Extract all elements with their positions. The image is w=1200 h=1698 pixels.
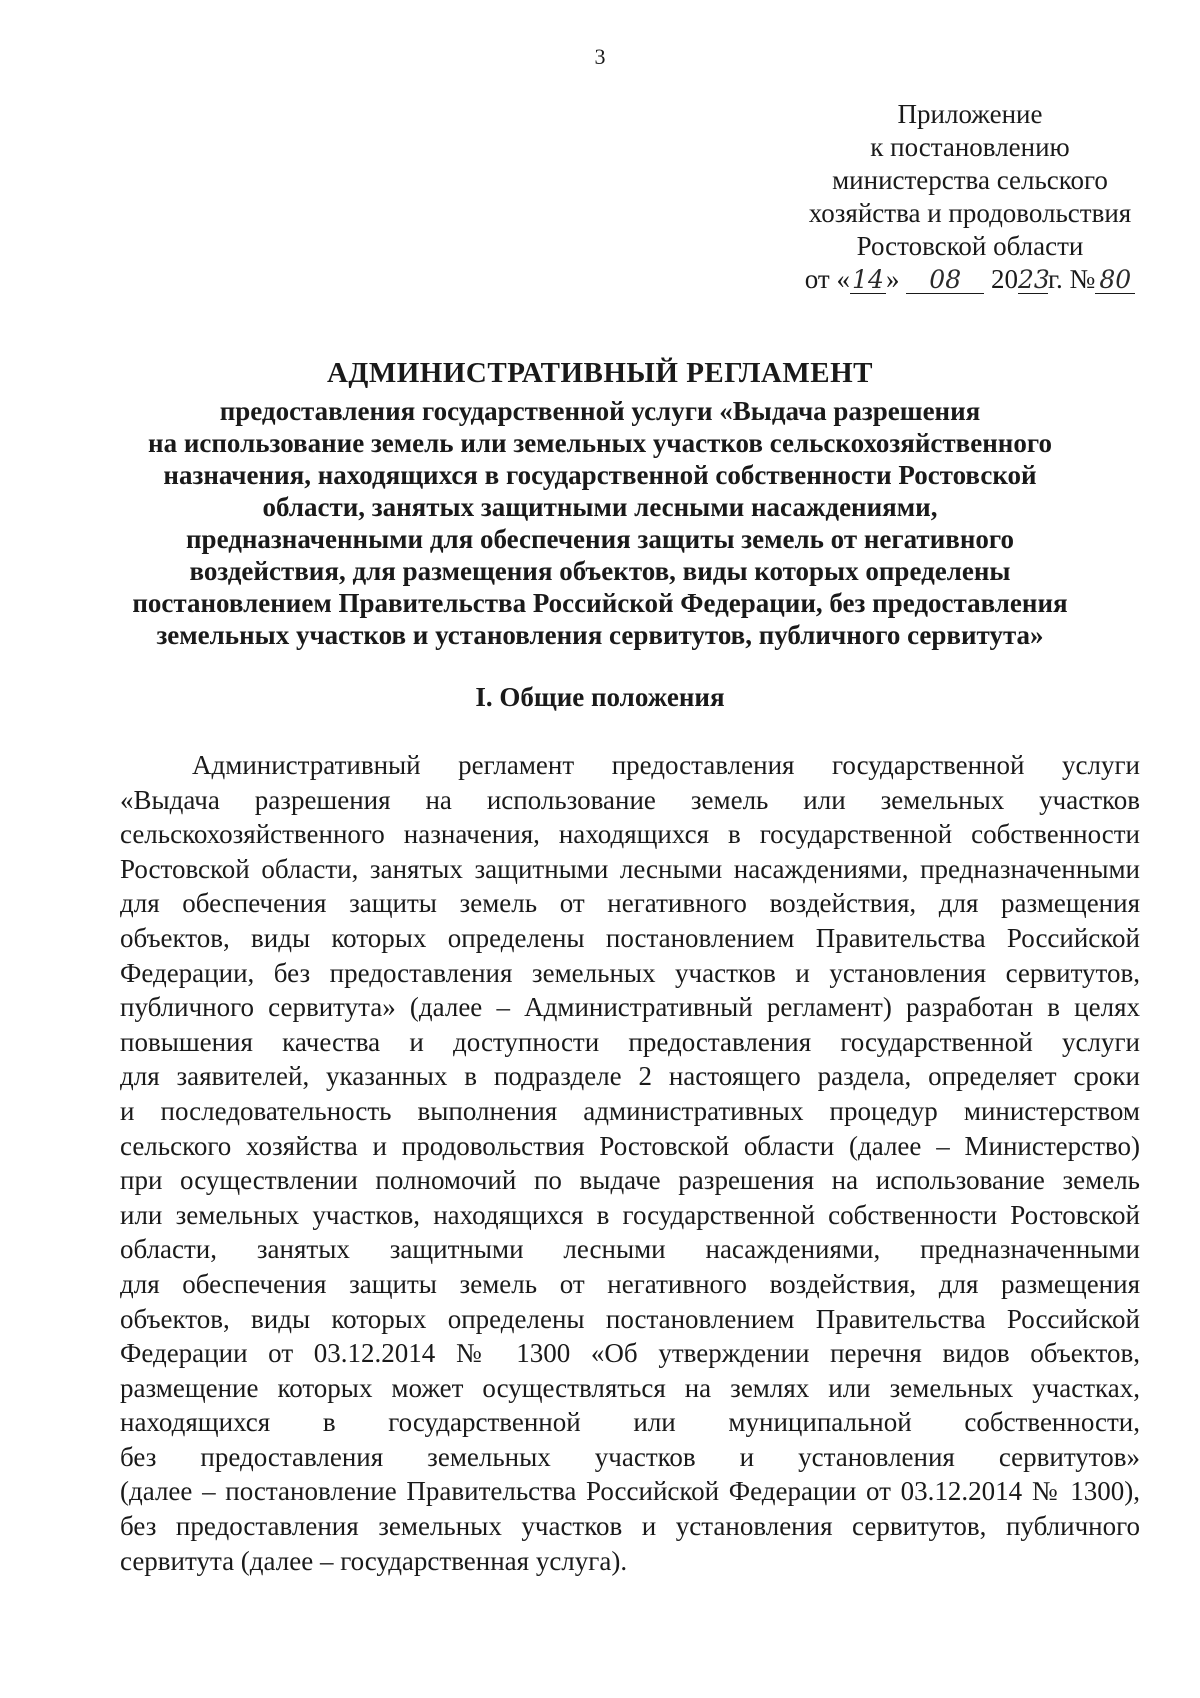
title-line: воздействия, для размещения объектов, виды которых определены: [189, 556, 1011, 586]
paragraph-line: без предоставления земельных участков и установления сервитутов»: [120, 1441, 1140, 1472]
doc-number-handwritten: 80: [1095, 267, 1135, 294]
paragraph-line: при осуществлении полномочий по выдаче разрешения на использование земель: [120, 1165, 1140, 1196]
date-prefix: от «: [804, 264, 850, 294]
paragraph-line: повышения качества и доступности предоставления государственной услуги: [120, 1026, 1140, 1057]
paragraph-line: области, занятых защитными лесными насаждениями, предназначенными: [120, 1234, 1140, 1265]
appendix-line: министерства сельского: [832, 165, 1108, 195]
appendix-line: к постановлению: [870, 132, 1070, 162]
paragraph-line: публичного сервитута» (далее – Административный регламент) разработан в целях: [120, 992, 1140, 1023]
paragraph-line: находящихся в государственной или муниципальной собственности,: [120, 1407, 1140, 1438]
date-year-handwritten: 23: [1017, 265, 1050, 294]
title-line: постановлением Правительства Российской Федерации, без предоставления: [132, 588, 1068, 618]
appendix-block: [780, 98, 1160, 296]
paragraph-line: без предоставления земельных участков и установления сервитутов, публичного: [120, 1511, 1140, 1542]
paragraph-line: для обеспечения защиты земель от негативного воздействия, для размещения: [120, 888, 1140, 919]
paragraph-line: (далее – постановление Правительства Российской Федерации от 03.12.2014 № 1300),: [120, 1476, 1140, 1507]
date-year-prefix: 20: [990, 264, 1018, 294]
paragraph-line: Административный регламент предоставления государственной услуги: [192, 750, 1140, 780]
paragraph-line: Ростовской области, занятых защитными лесными насаждениями, предназначенными: [120, 853, 1140, 884]
date-month-handwritten: 08: [906, 267, 984, 294]
appendix-line: Ростовской области: [856, 231, 1084, 261]
title-line: назначения, находящихся в государственной собственности Ростовской: [163, 460, 1037, 490]
paragraph-line: объектов, виды которых определены постановлением Правительства Российской: [120, 1303, 1140, 1334]
document-title: [60, 357, 1140, 651]
title-line: области, занятых защитными лесными насаждениями,: [262, 492, 938, 522]
appendix-line: хозяйства и продовольствия: [808, 198, 1132, 228]
paragraph-line: для обеспечения защиты земель от негативного воздействия, для размещения: [120, 1268, 1140, 1299]
paragraph-line: для заявителей, указанных в подразделе 2 настоящего раздела, определяет сроки: [120, 1061, 1140, 1092]
title-main: АДМИНИСТРАТИВНЫЙ РЕГЛАМЕНТ: [326, 357, 873, 389]
paragraph-line: сельскохозяйственного назначения, находящихся в государственной собственности: [120, 819, 1140, 850]
section-heading: I. Общие положения: [475, 682, 725, 712]
date-year-label: г. №: [1047, 264, 1096, 294]
appendix-line: Приложение: [897, 99, 1043, 129]
title-line: предоставления государственной услуги «Выдача разрешения: [219, 396, 981, 426]
paragraph-line: сервитута (далее – государственная услуга).: [120, 1545, 628, 1576]
paragraph-line: или земельных участков, находящихся в государственной собственности Ростовской: [120, 1199, 1140, 1230]
paragraph-line: Федерации, без предоставления земельных участков и установления сервитутов,: [120, 957, 1140, 988]
date-day-handwritten: 14: [850, 267, 886, 294]
appendix-date-line: [780, 263, 1160, 296]
page-number: 3: [594, 44, 606, 69]
title-line: на использование земель или земельных участков сельскохозяйственного: [148, 428, 1052, 458]
paragraph-line: «Выдача разрешения на использование земель или земельных участков: [120, 784, 1140, 815]
paragraph-line: сельского хозяйства и продовольствия Ростовской области (далее – Министерство): [120, 1130, 1140, 1161]
paragraph-line: размещение которых может осуществляться на землях или земельных участках,: [120, 1372, 1140, 1403]
paragraph-line: объектов, виды которых определены постановлением Правительства Российской: [120, 922, 1140, 953]
paragraph-line: Федерации от 03.12.2014 № 1300 «Об утверждении перечня видов объектов,: [120, 1338, 1140, 1369]
paragraph-line: и последовательность выполнения административных процедур министерством: [120, 1095, 1140, 1126]
date-day-close: »: [885, 264, 900, 294]
title-line: земельных участков и установления сервитутов, публичного сервитута»: [156, 620, 1044, 650]
title-line: предназначенными для обеспечения защиты земель от негативного: [186, 524, 1014, 554]
body-paragraph: [120, 748, 1140, 1578]
